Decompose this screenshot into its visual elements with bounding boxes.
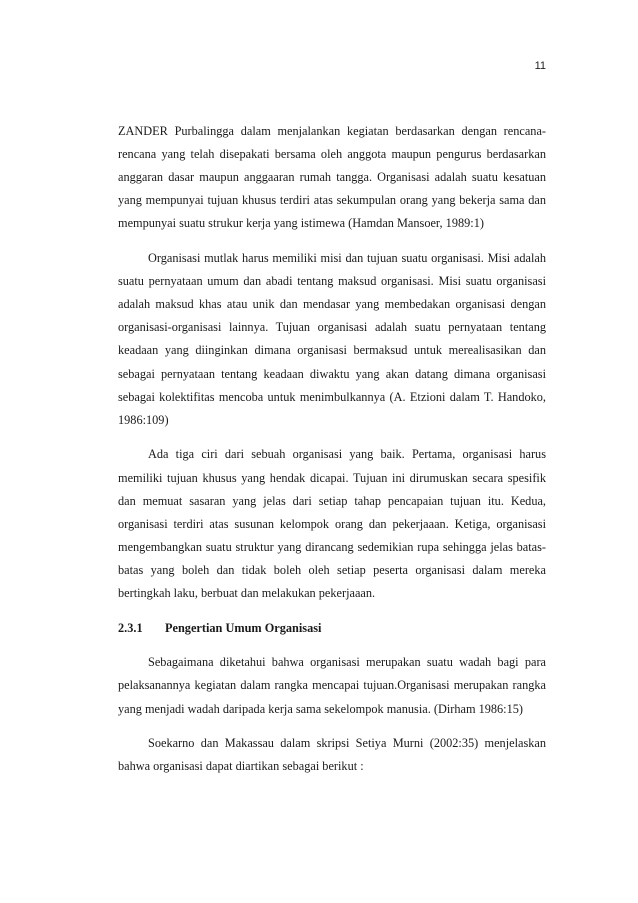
section-heading — [118, 617, 546, 640]
page-number: 11 — [534, 60, 546, 72]
paragraph-wadah: Sebagaimana diketahui bahwa organisasi merupakan suatu wadah bagi para pelaksanannya kegiatan dalam rangka mencapai tujuan.Organisasi merupakan rangka yang menjadi wadah daripada kerja sama sekelompok manusia. (Dirham 1986:15) — [118, 655, 546, 716]
paragraph-ciri-organisasi: Ada tiga ciri dari sebuah organisasi yang baik. Pertama, organisasi harus memiliki tujuan khusus yang hendak dicapai. Tujuan ini dirumuskan secara spesifik dan memuat sasaran yang jelas dari setiap tahap pencapaian tujuan itu. Kedua, organisasi terdiri atas susunan kelompok orang dan pekerjaaan. Ketiga, organisasi mengembangkan suatu struktur yang dirancang sedemikian rupa sehingga jelas batas-batas yang boleh dan tidak boleh oleh setiap peserta organisasi dalam mereka bertingkah laku, berbuat dan melakukan pekerjaaan. — [118, 447, 546, 600]
paragraph-misi-tujuan: Organisasi mutlak harus memiliki misi dan tujuan suatu organisasi. Misi adalah suatu pernyataan umum dan abadi tentang maksud organisasi. Misi suatu organisasi adalah maksud khas atau unik dan mendasar yang membedakan organisasi dengan organisasi-organisasi lainnya. Tujuan organisasi adalah suatu pernyataan tentang keadaan yang diinginkan dimana organisasi bermaksud untuk merealisasikan dan sebagai pernyataan tentang keadaan diwaktu yang akan datang dimana organisasi sebagai kolektifitas mencoba untuk menimbulkannya (A. Etzioni dalam T. Handoko, 1986:109) — [118, 251, 546, 427]
section-number: 2.3.1 — [118, 620, 143, 635]
section-title: Pengertian Umum Organisasi — [165, 620, 322, 635]
paragraph-zander: ZANDER Purbalingga dalam menjalankan kegiatan berdasarkan dengan rencana-rencana yang telah disepakati bersama oleh anggota maupun pengurus berdasarkan anggaran dasar maupun anggaaran rumah tangga. Organisasi adalah suatu kesatuan yang mempunyai tujuan khusus terdiri atas sekumpulan orang yang bekerja sama dan mempunyai suatu strukur kerja yang istimewa (Hamdan Mansoer, 1989:1) — [118, 124, 546, 231]
paragraph-soekarno: Soekarno dan Makassau dalam skripsi Setiya Murni (2002:35) menjelaskan bahwa organisasi dapat diartikan sebagai berikut : — [118, 736, 546, 774]
document-body — [118, 120, 546, 790]
